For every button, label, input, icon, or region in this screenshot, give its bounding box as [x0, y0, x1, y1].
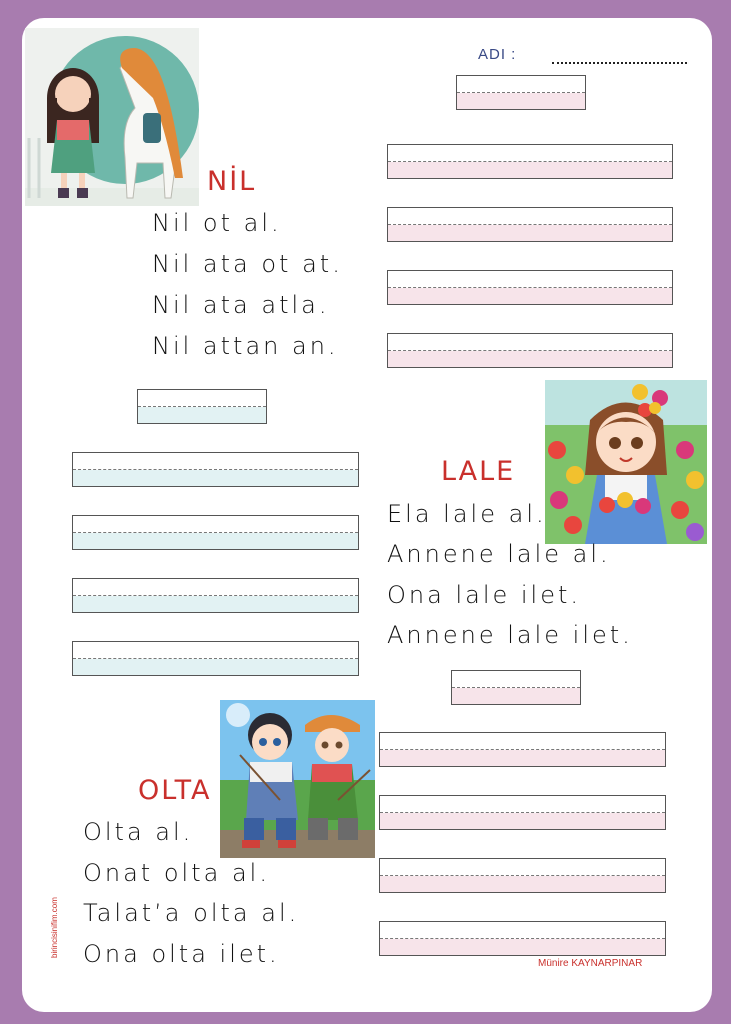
- sentence-lale-1: Ela lale al.: [387, 500, 547, 528]
- writing-line[interactable]: [379, 858, 666, 893]
- sentence-olta-3: Talat’a olta al.: [83, 899, 300, 927]
- author-credit: Münire KAYNARPINAR: [538, 958, 643, 969]
- writing-line[interactable]: [72, 452, 359, 487]
- sentence-olta-4: Ona olta ilet.: [83, 940, 280, 968]
- writing-line[interactable]: [379, 732, 666, 767]
- sentence-lale-3: Ona lale ilet.: [387, 581, 582, 609]
- section-title-lale: LALE: [441, 456, 516, 487]
- sentence-nil-1: Nil ot al.: [152, 209, 282, 237]
- writing-line[interactable]: [72, 578, 359, 613]
- sentence-nil-4: Nil attan an.: [152, 332, 339, 360]
- sentence-nil-3: Nil ata atla.: [152, 291, 330, 319]
- sentence-lale-4: Annene lale ilet.: [387, 621, 633, 649]
- writing-line[interactable]: [387, 333, 673, 368]
- writing-line[interactable]: [387, 270, 673, 305]
- boys-fishing-illustration: [220, 700, 375, 858]
- writing-line[interactable]: [72, 641, 359, 676]
- writing-line[interactable]: [137, 389, 267, 424]
- writing-line[interactable]: [379, 921, 666, 956]
- writing-line[interactable]: [387, 207, 673, 242]
- sentence-nil-2: Nil ata ot at.: [152, 250, 343, 278]
- sentence-olta-2: Onat olta al.: [83, 859, 270, 887]
- name-dotted-line[interactable]: [552, 62, 687, 64]
- girl-with-tulips-illustration: [545, 380, 707, 544]
- writing-line[interactable]: [387, 144, 673, 179]
- writing-line[interactable]: [456, 75, 586, 110]
- website-credit: birincisinifim.com: [50, 897, 59, 958]
- writing-line[interactable]: [379, 795, 666, 830]
- section-title-nil: NİL: [207, 166, 257, 197]
- section-title-olta: OLTA: [138, 775, 212, 806]
- writing-line[interactable]: [72, 515, 359, 550]
- sentence-lale-2: Annene lale al.: [387, 540, 611, 568]
- sentence-olta-1: Olta al.: [83, 818, 194, 846]
- writing-line[interactable]: [451, 670, 581, 705]
- name-label: ADI :: [478, 46, 517, 63]
- girl-with-horse-illustration: [25, 28, 199, 206]
